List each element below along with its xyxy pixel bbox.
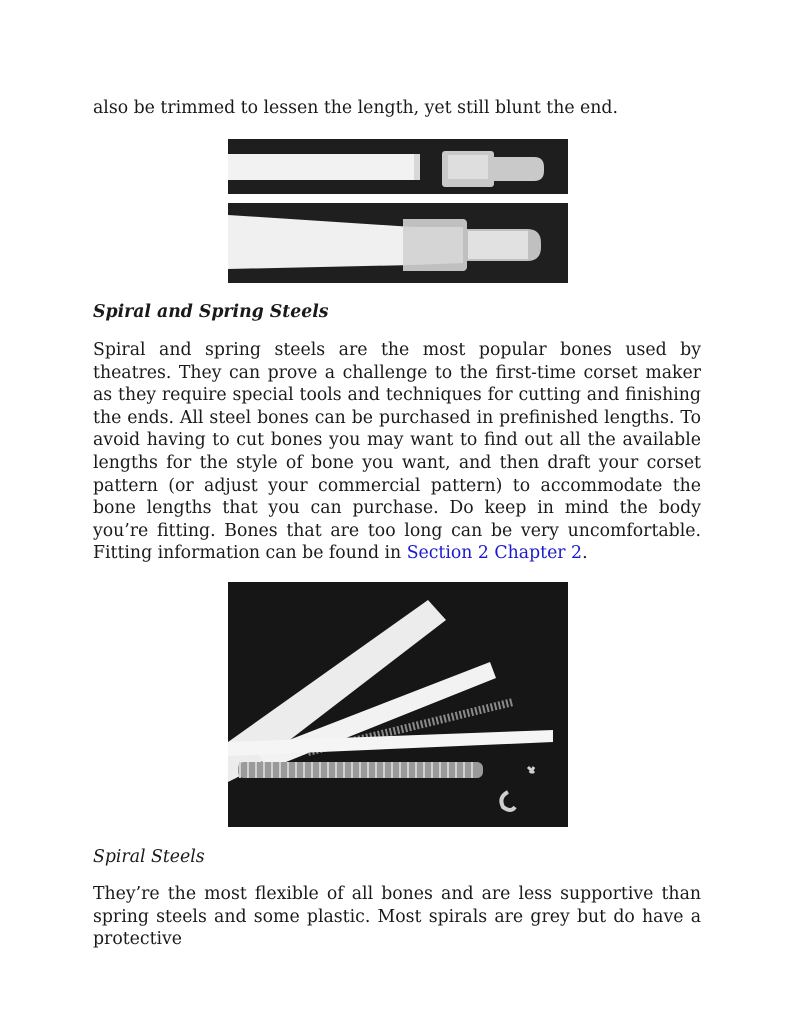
heading-spiral-steels: Spiral Steels: [93, 847, 205, 867]
link-trailing-period: .: [582, 543, 588, 564]
spiral-spring-paragraph: [93, 339, 701, 565]
heading-spiral-and-spring-steels: Spiral and Spring Steels: [93, 302, 329, 322]
spiral-spring-paragraph-text: Spiral and spring steels are the most popular bones used by theatres. They can prove a challenge to the first-time corset maker as they require special tools and techniques for cutting and finishing the ends. All steel bones can be purchased in prefinished lengths. To avoid having to cut bones you may want to find out all the available lengths for the style of bone you want, and then draft your corset pattern (or adjust your commercial pattern) to accommodate the bone lengths that you can purchase. Do keep in mind the body you’re fitting. Bones that are too long can be very uncomfortable. Fitting information can be found in: [93, 340, 701, 564]
spiral-steels-paragraph: They’re the most flexible of all bones and are less supportive than spring steels and some plastic. Most spirals are grey but do have a protective: [93, 884, 701, 950]
photo-bone-with-tip-attached: [228, 203, 568, 283]
section-2-chapter-2-link[interactable]: Section 2 Chapter 2: [406, 543, 583, 564]
photo-assorted-steel-bones: [228, 582, 568, 827]
photo-bone-with-tip-separate: [228, 139, 568, 194]
intro-paragraph: also be trimmed to lessen the length, yet still blunt the end.: [93, 98, 618, 118]
